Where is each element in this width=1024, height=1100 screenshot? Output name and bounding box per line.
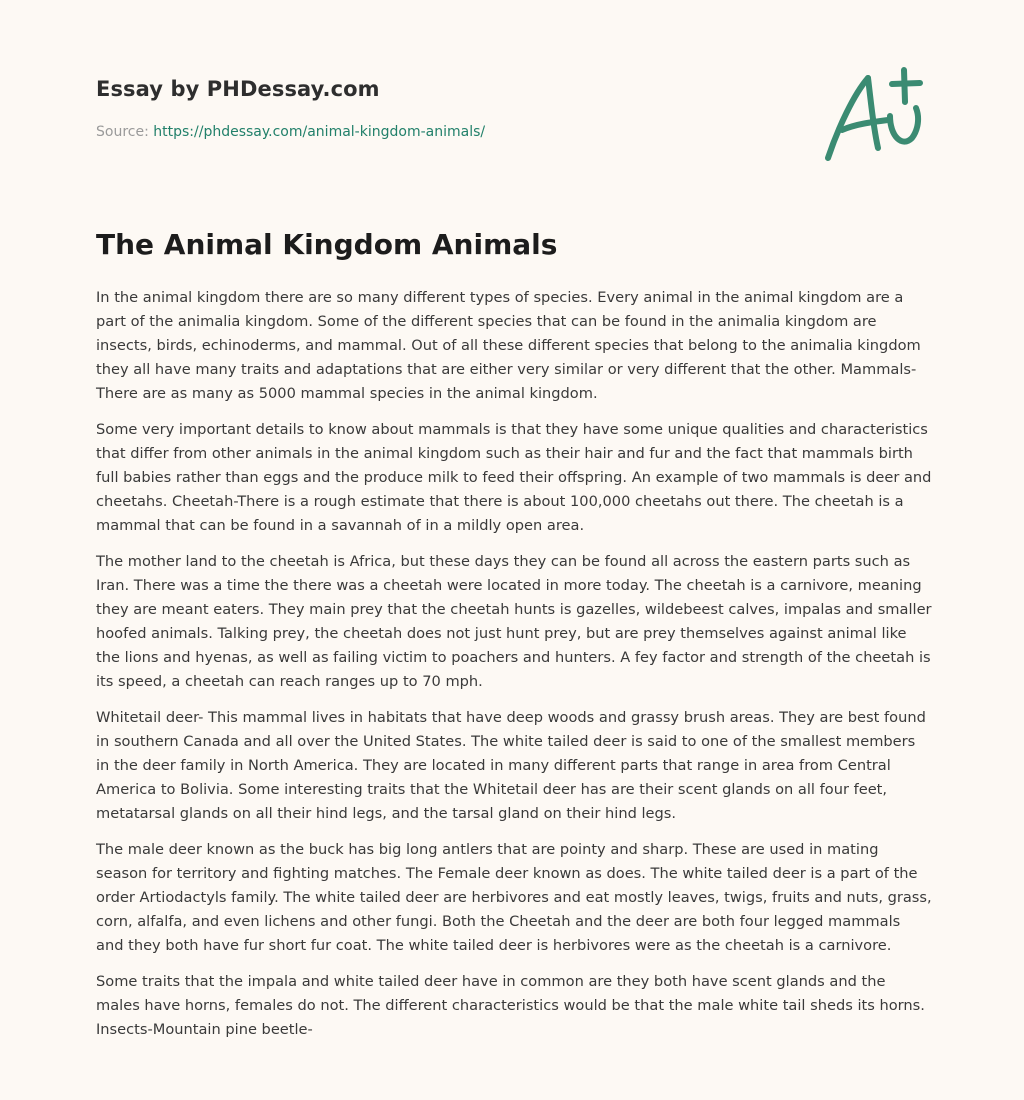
essay-paragraph: Some very important details to know about mammals is that they have some unique qualities and characteristics that differ from other animals in the animal kingdom such as their hair and fur and the fact that mammals birth full babies rather than eggs and the produce milk to feed their offspring. An example of two mammals is deer and cheetahs. Cheetah-There is a rough estimate that there is about 100,000 cheetahs out there. The cheetah is a mammal that can be found in a savannah of in a mildly open area. [96,421,932,534]
source-link[interactable]: https://phdessay.com/animal-kingdom-animals/ [153,124,486,140]
brand-title: Essay by PHDessay.com [96,77,380,101]
essay-paragraph: Some traits that the impala and white tailed deer have in common are they both have scent glands and the males have horns, females do not. The different characteristics would be that the male white tail sheds its horns. Insects-Mountain pine beetle- [96,973,925,1038]
essay-body [96,286,932,1054]
essay-paragraph: In the animal kingdom there are so many different types of species. Every animal in the animal kingdom are a part of the animalia kingdom. Some of the different species that can be found in the animalia kingdom are insects, birds, echinoderms, and mammal. Out of all these different species that belong to the animalia kingdom they all have many traits and adaptations that are either very similar or very different that the other. Mammals-There are as many as 5000 mammal species in the animal kingdom. [96,289,921,402]
a-plus-grade-logo-icon [818,64,928,168]
source-label: Source: [96,124,154,140]
essay-paragraph: The mother land to the cheetah is Africa, but these days they can be found all across the eastern parts such as Iran. There was a time the there was a cheetah were located in more today. The cheetah is a carnivore, meaning they are meant eaters. They main prey that the cheetah hunts is gazelles, wildebeest calves, impalas and smaller hoofed animals. Talking prey, the cheetah does not just hunt prey, but are prey themselves against animal like the lions and hyenas, as well as failing victim to poachers and hunters. A fey factor and strength of the cheetah is its speed, a cheetah can reach ranges up to 70 mph. [96,553,932,690]
essay-title: The Animal Kingdom Animals [96,228,558,261]
source-line [96,124,485,140]
essay-paragraph: Whitetail deer- This mammal lives in habitats that have deep woods and grassy brush areas. They are best found in southern Canada and all over the United States. The white tailed deer is said to one of the smallest members in the deer family in North America. They are located in many different parts that range in area from Central America to Bolivia. Some interesting traits that the Whitetail deer has are their scent glands on all four feet, metatarsal glands on all their hind legs, and the tarsal gland on their hind legs. [96,709,926,822]
essay-paragraph: The male deer known as the buck has big long antlers that are pointy and sharp. These are used in mating season for territory and fighting matches. The Female deer known as does. The white tailed deer is a part of the order Artiodactyls family. The white tailed deer are herbivores and eat mostly leaves, twigs, fruits and nuts, grass, corn, alfalfa, and even lichens and other fungi. Both the Cheetah and the deer are both four legged mammals and they both have fur short fur coat. The white tailed deer is herbivores were as the cheetah is a carnivore. [96,841,932,954]
